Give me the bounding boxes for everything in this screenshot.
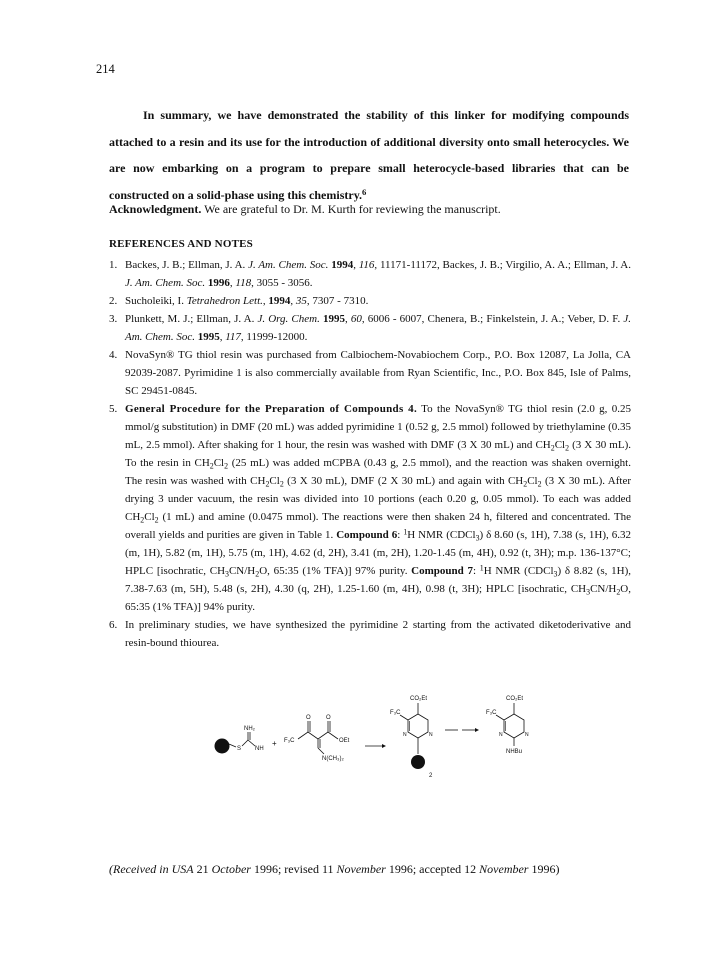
received-dates	[109, 862, 629, 877]
summary-text: In summary, we have demonstrated the stability of this linker for modifying compounds attached to a resin and its use for the introduction of additional diversity onto small heterocycles. We are now embarking on a program to prepare small heterocycle-based libraries that can be constructed on a solid-phase using this chemistry.	[109, 108, 629, 202]
ref-volume: 60	[350, 313, 362, 325]
reference-number: 1.	[109, 259, 118, 271]
ref-text: (3 X 30 mL). After drying 3 under vacuum, the resin was divided into 10 portions (each 0.20 g, 0.05 mmol). To each was added CH	[125, 475, 631, 523]
summary-ref-mark: 6	[362, 186, 367, 197]
ref-pages: , 11999-12000.	[240, 331, 308, 343]
sulfur-label: S	[237, 746, 242, 752]
reference-body	[125, 400, 631, 616]
ref-text: CN/H	[228, 565, 256, 577]
ring-nitrogen-3: N	[499, 732, 503, 738]
ring-nitrogen-1: N	[403, 732, 407, 738]
summary-paragraph	[109, 102, 629, 208]
reference-5	[109, 400, 631, 616]
ester-label-2: CO₂Et	[410, 696, 427, 702]
ref-text: ) δ 8.82 (s, 1H), 7.38-7.63 (m, 5H), 5.48 (s, 2H), 4.30 (q, 2H), 1.25-1.60 (m, 4H), 0.98 (t, 3H); HPLC [isochratic, CH	[125, 565, 631, 595]
ref-text: CN/H	[590, 583, 617, 595]
reference-6	[109, 616, 631, 652]
ring-nitrogen-4: N	[525, 732, 529, 738]
ref-text: (3 X 30 mL), DMF (2 X 30 mL) and again with CH	[283, 475, 524, 487]
ref-year: 1994	[268, 295, 291, 307]
subscript: 2	[255, 569, 260, 579]
received-text: (Received in	[109, 862, 172, 876]
ethoxy-label: OEt	[339, 738, 350, 744]
subscript: 2	[616, 587, 621, 597]
subscript: 2	[550, 443, 555, 453]
ref-pages: , 7307 - 7310.	[306, 295, 369, 307]
reference-body: Plunkett, M. J.; Ellman, J. A. J. Org. Chem. 1995, 60, 6006 - 6007, Chenera, B.; Finkelstein, J. A.; Veber, D. F. J. Am. Chem. Soc. 1995, 117, 11999-12000.	[125, 313, 632, 343]
ester-label-3: CO₂Et	[506, 696, 523, 702]
ref-year: 1994	[331, 259, 354, 271]
subscript: 2	[140, 515, 145, 525]
subscript: 2	[209, 461, 214, 471]
ref-text: (25 mL) was added mCPBA (0.43 g, 2.5 mmol), and the reaction was shaken overnight. The resin was washed with CH	[125, 457, 631, 487]
subscript: 2	[565, 443, 570, 453]
revised-month: November	[333, 862, 386, 876]
ref-authors: Sucholeiki, I.	[125, 295, 187, 307]
trifluoromethyl-label-2: F₃C	[390, 710, 401, 716]
ref-pages: , 11171-11172, Backes, J. B.; Virgilio, A. A.; Ellman, J. A.	[374, 259, 631, 271]
ref-text: (1 mL) and amine (0.0475 mmol). The reactions were then shaken 24 h, filtered and concentrated. The overall yields and purities are given in Table 1.	[125, 511, 631, 541]
received-year: 1996; revised	[250, 862, 322, 876]
reference-body: In preliminary studies, we have synthesized the pyrimidine 2 starting from the activated diketoderivative and resin-bound thiourea.	[125, 619, 631, 649]
butylamino-label: NHBu	[506, 749, 523, 755]
subscript: 3	[475, 533, 480, 543]
ref-text: Cl	[527, 475, 538, 487]
ref-text: H NMR (CDCl	[407, 529, 476, 541]
reference-3	[109, 310, 631, 346]
subscript: 2	[224, 461, 229, 471]
subscript: 2	[523, 479, 528, 489]
reference-number: 2.	[109, 295, 118, 307]
received-country: USA	[171, 862, 194, 876]
ref-pages: , 3055 - 3056.	[251, 277, 313, 289]
references-list	[109, 256, 631, 652]
subscript: 3	[225, 569, 229, 579]
acknowledgment	[109, 199, 629, 219]
acknowledgment-text: We are grateful to Dr. M. Kurth for reviewing the manuscript.	[204, 202, 501, 216]
ref-volume: 118	[235, 277, 252, 289]
ref-authors: Plunkett, M. J.; Ellman, J. A.	[125, 313, 258, 325]
trifluoromethyl-label: F₃C	[284, 738, 295, 744]
ref-volume: 117	[225, 331, 241, 343]
accepted-day: 12	[464, 862, 477, 876]
subscript: 2	[154, 515, 159, 525]
received-month: October	[211, 862, 251, 876]
ring-nitrogen-2: N	[429, 732, 433, 738]
resin-bead-icon	[215, 739, 230, 754]
ref-text: (3 X 30 mL). To the resin in CH	[125, 439, 631, 469]
ref-volume: 35	[295, 295, 307, 307]
ref-text: Cl	[213, 457, 225, 469]
ref-text: To the NovaSyn® TG thiol resin (2.0 g, 0.25 mmol/g substitution) in DMF (20 mL) was added pyrimidine 1 (0.52 g, 2.5 mmol) followed by triethylamine (0.35 mL, 2.5 mmol). After shaking for 1 hour, the resin was washed with DMF (3 X 30 mL) and CH	[125, 403, 632, 451]
subscript: 2	[279, 479, 284, 489]
superscript: 1	[403, 527, 408, 537]
trifluoromethyl-label-3: F₃C	[486, 710, 497, 716]
carbonyl-oxygen-2: O	[326, 715, 331, 721]
accepted-month: November	[476, 862, 529, 876]
dimethylamino-label: N(CH₃)₂	[322, 756, 344, 762]
ref-text: ) δ 8.60 (s, 1H), 7.38 (s, 1H), 6.32 (m, 1H), 5.82 (m, 1H), 5.75 (m, 1H), 4.62 (d, 2H), 3.41 (m, 2H), 1.20-1.45 (m, 4H), 0.92 (t, 3H); m.p. 136-137°C; HPLC [isochratic, CH	[125, 529, 632, 577]
reference-body: Sucholeiki, I. Tetrahedron Lett., 1994, 35, 7307 - 7310.	[125, 295, 369, 307]
compound-2-label: 2	[429, 773, 433, 779]
ref-text: O, 65:35 (1% TFA)] 97% purity.	[259, 565, 412, 577]
reference-number: 4.	[109, 349, 118, 361]
reference-2	[109, 292, 631, 310]
ref-text: H NMR (CDCl	[483, 565, 554, 577]
accepted-year: 1996)	[528, 862, 560, 876]
reference-number: 3.	[109, 313, 118, 325]
acknowledgment-label: Acknowledgment.	[109, 202, 202, 216]
carbonyl-oxygen-1: O	[306, 715, 311, 721]
ref-year: 1995	[197, 331, 220, 343]
nh-label: NH	[255, 746, 264, 752]
ref-text: Cl	[144, 511, 155, 523]
ref-text: Cl	[269, 475, 280, 487]
superscript: 1	[479, 563, 484, 573]
resin-bead-icon	[411, 755, 425, 769]
ref-authors: Backes, J. B.; Ellman, J. A.	[125, 259, 249, 271]
revised-year: 1996; accepted	[385, 862, 465, 876]
amine-label: NH₂	[244, 726, 255, 732]
ref-journal: Tetrahedron Lett.	[186, 295, 263, 307]
reaction-scheme	[200, 690, 580, 790]
subscript: 2	[537, 479, 542, 489]
subscript: 3	[553, 569, 558, 579]
compound-7-label: Compound 7	[411, 565, 473, 577]
subscript: 3	[586, 587, 591, 597]
subscript: 2	[265, 479, 270, 489]
compound-6-label: Compound 6	[336, 529, 398, 541]
plus-sign: +	[272, 739, 277, 748]
ref-text: :	[472, 565, 480, 577]
references-heading: REFERENCES AND NOTES	[109, 238, 253, 250]
reference-1	[109, 256, 631, 292]
ref-journal: J. Am. Chem. Soc.	[248, 259, 329, 271]
received-day: 21	[193, 862, 212, 876]
reference-number: 6.	[109, 619, 118, 631]
ref-text: :	[397, 529, 404, 541]
ref-journal: J. Am. Chem. Soc.	[125, 277, 206, 289]
ref-pages: , 6006 - 6007, Chenera, B.; Finkelstein, J. A.; Veber, D. F.	[361, 313, 624, 325]
ref-journal: J. Am. Chem. Soc.	[125, 313, 632, 343]
ref-year: 1995	[322, 313, 345, 325]
reference-number: 5.	[109, 403, 118, 415]
reference-body: Backes, J. B.; Ellman, J. A. J. Am. Chem. Soc. 1994, 116, 11171-11172, Backes, J. B.; Virgilio, A. A.; Ellman, J. A. J. Am. Chem. Soc. 1996, 118, 3055 - 3056.	[125, 259, 631, 289]
general-procedure-heading: General Procedure for the Preparation of Compounds 4.	[125, 403, 418, 415]
ref-volume: 116	[358, 259, 375, 271]
revised-day: 11	[321, 862, 334, 876]
ref-text: O, 65:35 (1% TFA)] 94% purity.	[125, 583, 631, 613]
reference-4	[109, 346, 631, 400]
page-number: 214	[96, 62, 115, 76]
ref-journal: J. Org. Chem.	[257, 313, 320, 325]
ref-text: Cl	[554, 439, 566, 451]
reference-body: NovaSyn® TG thiol resin was purchased from Calbiochem-Novabiochem Corp., P.O. Box 12087, La Jolla, CA 92039-2087. Pyrimidine 1 is also commercially available from Ryan Scientific, Inc., P.O. Box 845, Isle of Palms, SC 29451-0845.	[125, 349, 631, 397]
ref-year: 1996	[207, 277, 230, 289]
